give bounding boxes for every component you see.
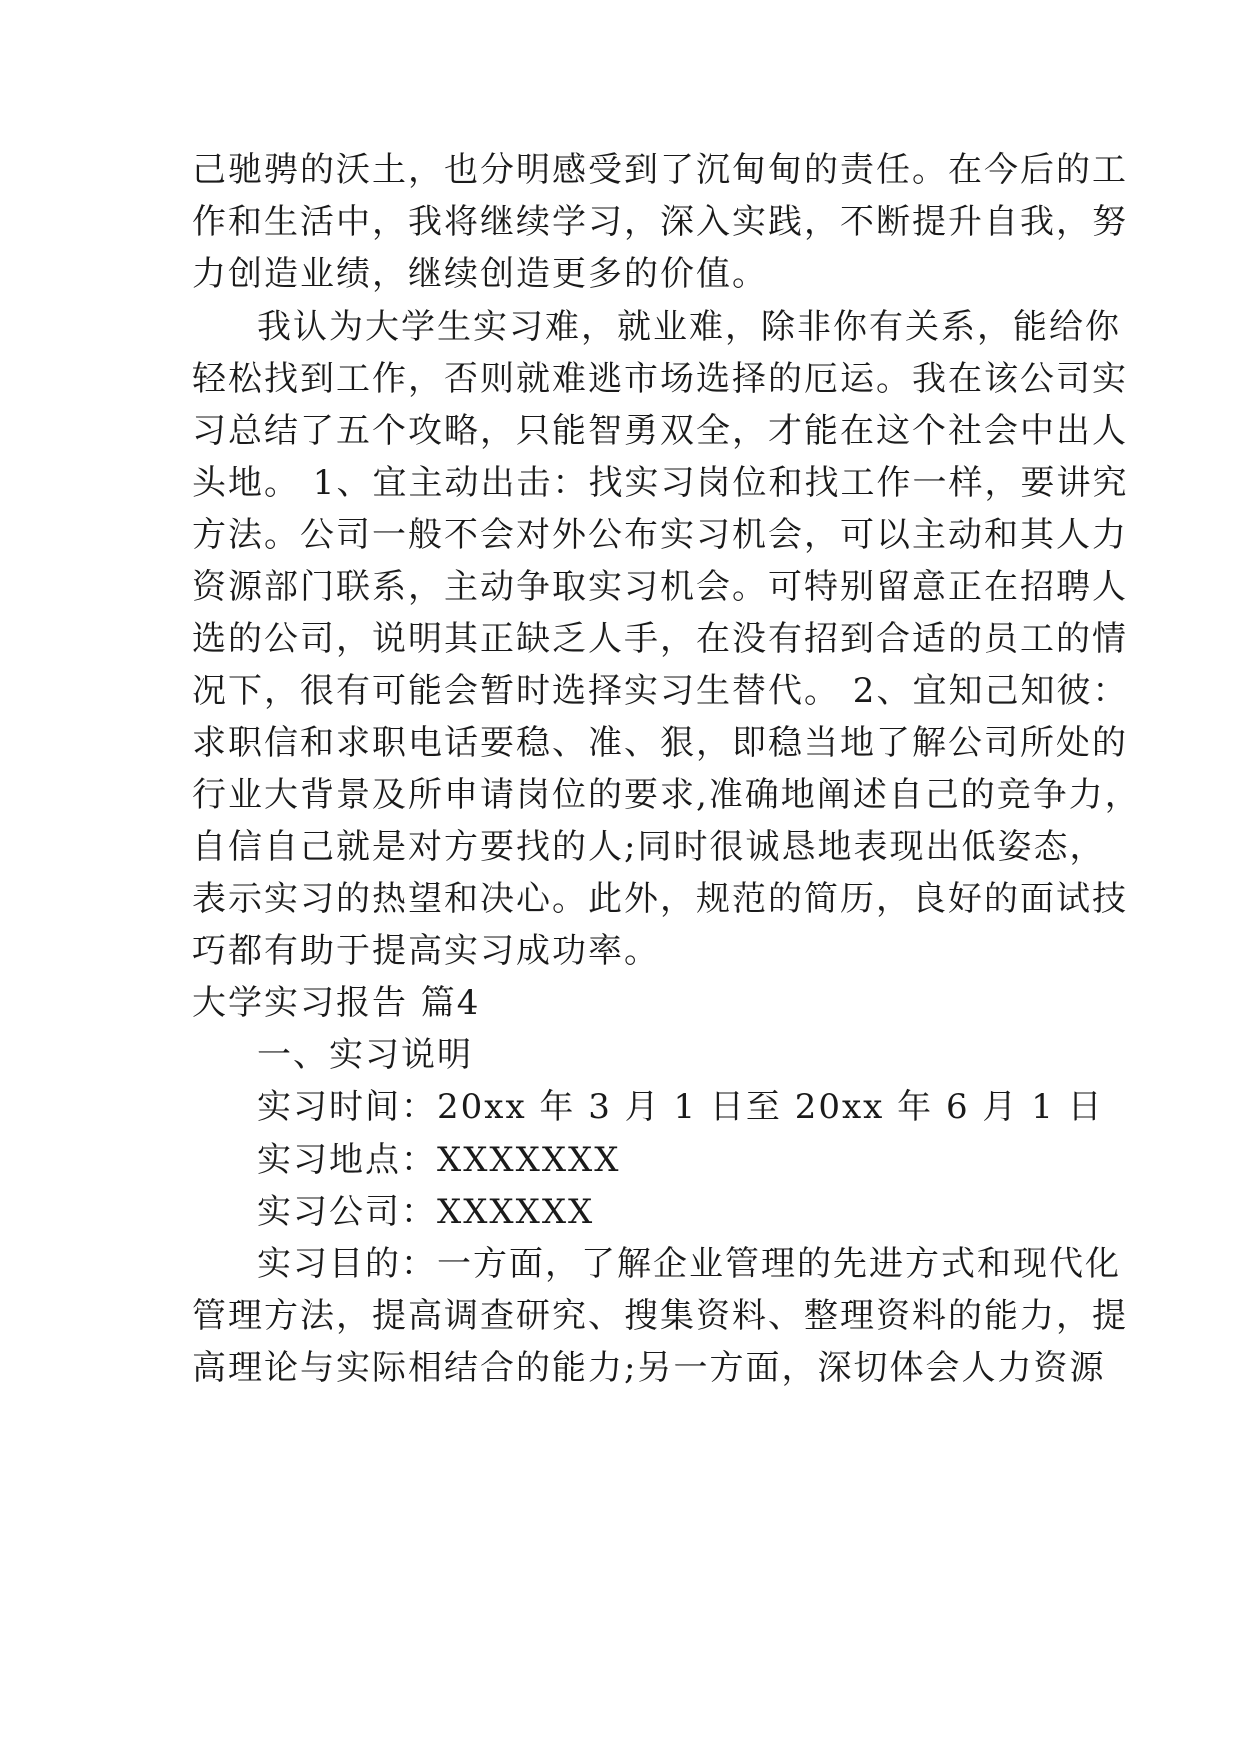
paragraph-line: 方法。公司一般不会对外公布实习机会，可以主动和其人力 <box>192 515 1128 555</box>
paragraph-line: 表示实习的热望和决心。此外，规范的简历，良好的面试技 <box>192 879 1128 919</box>
paragraph-line: 选的公司，说明其正缺乏人手，在没有招到合适的员工的情 <box>192 619 1128 659</box>
paragraph-line: 管理方法，提高调查研究、搜集资料、整理资料的能力，提 <box>192 1296 1128 1336</box>
paragraph-line: 巧都有助于提高实习成功率。 <box>192 931 660 971</box>
paragraph-line: 况下，很有可能会暂时选择实习生替代。 2、宜知己知彼： <box>192 671 1129 711</box>
paragraph-line: 力创造业绩，继续创造更多的价值。 <box>192 254 768 294</box>
paragraph-line: 我认为大学生实习难，就业难，除非你有关系，能给你 <box>257 307 1121 347</box>
subheading: 一、实习说明 <box>257 1035 473 1075</box>
paragraph-line: 实习目的：一方面，了解企业管理的先进方式和现代化 <box>257 1244 1121 1284</box>
internship-time: 实习时间：20xx 年 3 月 1 日至 20xx 年 6 月 1 日 <box>257 1087 1104 1127</box>
internship-place: 实习地点：XXXXXXX <box>257 1140 621 1180</box>
paragraph-line: 行业大背景及所申请岗位的要求,准确地阐述自己的竞争力， <box>192 775 1141 815</box>
paragraph-line: 资源部门联系，主动争取实习机会。可特别留意正在招聘人 <box>192 567 1128 607</box>
paragraph-line: 己驰骋的沃土，也分明感受到了沉甸甸的责任。在今后的工 <box>192 150 1128 190</box>
paragraph-line: 习总结了五个攻略，只能智勇双全，才能在这个社会中出人 <box>192 411 1128 451</box>
section-title: 大学实习报告 篇4 <box>192 983 481 1023</box>
paragraph-line: 自信自己就是对方要找的人;同时很诚恳地表现出低姿态， <box>192 827 1106 867</box>
paragraph-line: 作和生活中，我将继续学习，深入实践，不断提升自我，努 <box>192 202 1128 242</box>
paragraph-line: 轻松找到工作，否则就难逃市场选择的厄运。我在该公司实 <box>192 359 1128 399</box>
paragraph-line: 求职信和求职电话要稳、准、狠，即稳当地了解公司所处的 <box>192 723 1128 763</box>
paragraph-line: 头地。 1、宜主动出击：找实习岗位和找工作一样，要讲究 <box>192 463 1129 503</box>
paragraph-line: 高理论与实际相结合的能力;另一方面，深切体会人力资源 <box>192 1348 1106 1388</box>
internship-company: 实习公司：XXXXXX <box>257 1192 595 1232</box>
